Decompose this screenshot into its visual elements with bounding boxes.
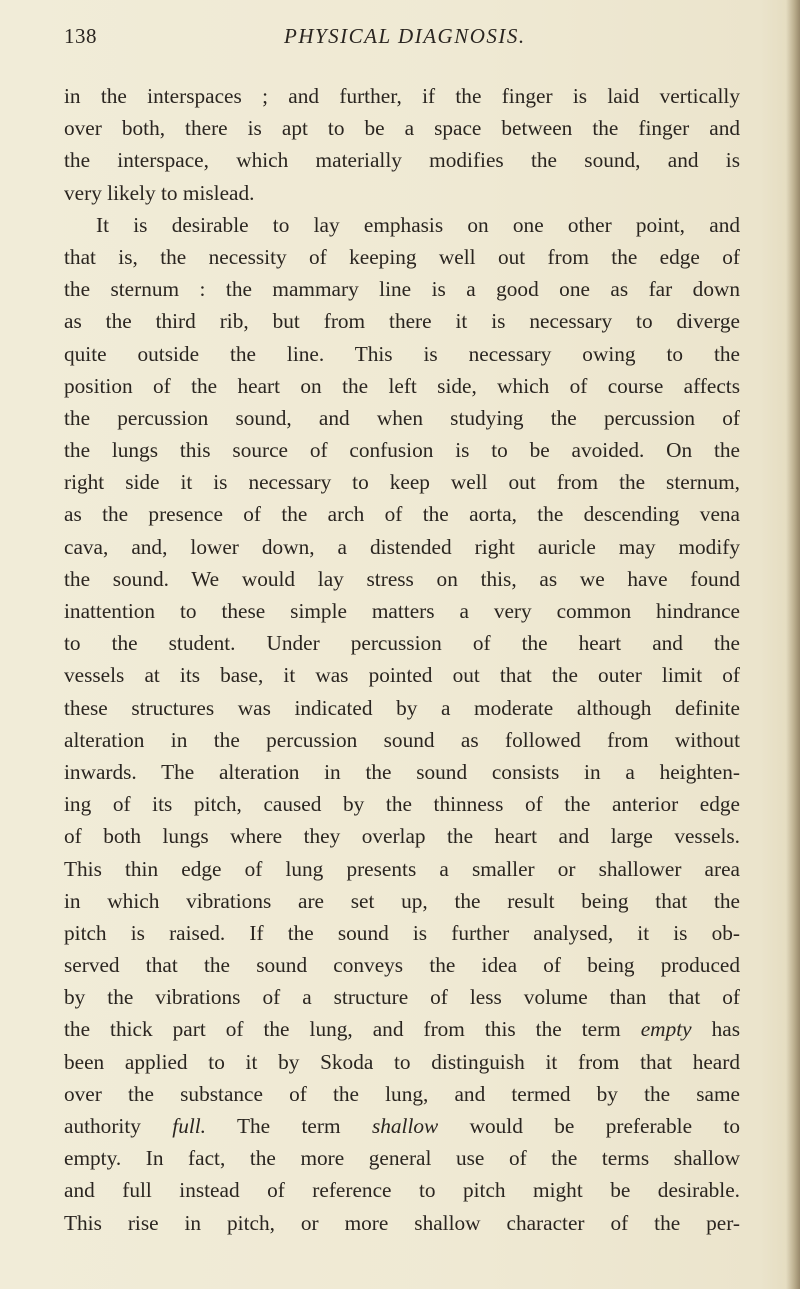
- text-line: over the substance of the lung, and termed by the same: [64, 1081, 740, 1106]
- text-line: and full instead of reference to pitch might be desirable.: [64, 1178, 740, 1203]
- text-line: as the presence of the arch of the aorta, the descending vena: [64, 502, 740, 527]
- italic-term-shallow: shallow: [371, 1114, 439, 1138]
- text-line: to the student. Under percussion of the heart and the: [64, 631, 740, 656]
- text-line: cava, and, lower down, a distended right auricle may modify: [64, 534, 740, 559]
- text-line: in the interspaces ; and further, if the finger is laid vertically: [64, 84, 740, 108]
- text-segment: The term: [206, 1114, 372, 1138]
- text-segment: would be preferable to: [438, 1114, 740, 1138]
- text-line: pitch is raised. If the sound is further analysed, it is ob-: [64, 920, 740, 945]
- text-line: that is, the necessity of keeping well out from the edge of: [64, 244, 740, 269]
- text-line: It is desirable to lay emphasis on one other point, and: [96, 212, 740, 237]
- text-line: inwards. The alteration in the sound consists in a heighten-: [64, 759, 740, 784]
- text-line: been applied to it by Skoda to distinguish it from that heard: [64, 1049, 740, 1074]
- italic-term-empty: empty: [640, 1017, 692, 1042]
- text-segment: authority: [64, 1114, 173, 1138]
- text-segment: has: [691, 1017, 740, 1042]
- text-line: by the vibrations of a structure of less volume than that of: [64, 985, 740, 1010]
- text-line: [64, 1110, 740, 1142]
- running-title: PHYSICAL DIAGNOSIS.: [284, 24, 526, 48]
- page-edge-shadow: [786, 0, 800, 1289]
- text-line: vessels at its base, it was pointed out that the outer limit of: [64, 663, 740, 688]
- text-line: these structures was indicated by a moderate although definite: [64, 695, 740, 720]
- italic-term-full: full.: [172, 1114, 207, 1138]
- body-text: [64, 80, 740, 1239]
- text-line: ing of its pitch, caused by the thinness of the anterior edge: [64, 792, 740, 817]
- text-line: the percussion sound, and when studying the percussion of: [64, 405, 740, 430]
- running-header: [64, 24, 724, 54]
- text-line: quite outside the line. This is necessary owing to the: [64, 341, 740, 366]
- text-line: This thin edge of lung presents a smaller or shallower area: [64, 856, 740, 881]
- page-number: 138: [64, 24, 97, 48]
- text-segment: the thick part of the lung, and from this the term: [64, 1017, 641, 1042]
- text-line: right side it is necessary to keep well out from the sternum,: [64, 470, 740, 495]
- text-line: in which vibrations are set up, the result being that the: [64, 888, 740, 913]
- text-line: alteration in the percussion sound as followed from without: [64, 727, 740, 752]
- text-line: empty. In fact, the more general use of the terms shallow: [64, 1146, 740, 1171]
- text-line: This rise in pitch, or more shallow character of the per-: [64, 1210, 740, 1235]
- text-line: as the third rib, but from there it is necessary to diverge: [64, 309, 740, 334]
- text-line: over both, there is apt to be a space between the finger and: [64, 116, 740, 141]
- text-line: inattention to these simple matters a very common hindrance: [64, 599, 740, 623]
- text-line: position of the heart on the left side, which of course affects: [64, 373, 740, 398]
- text-line: [64, 1013, 740, 1045]
- text-line: the sound. We would lay stress on this, as we have found: [64, 566, 740, 591]
- text-line: the lungs this source of confusion is to be avoided. On the: [64, 438, 740, 463]
- text-line: served that the sound conveys the idea of being produced: [64, 953, 740, 978]
- text-line: very likely to mislead.: [64, 180, 255, 205]
- text-line: the interspace, which materially modifies the sound, and is: [64, 148, 740, 173]
- text-line: the sternum : the mammary line is a good one as far down: [64, 277, 740, 302]
- text-line: of both lungs where they overlap the heart and large vessels.: [64, 824, 740, 849]
